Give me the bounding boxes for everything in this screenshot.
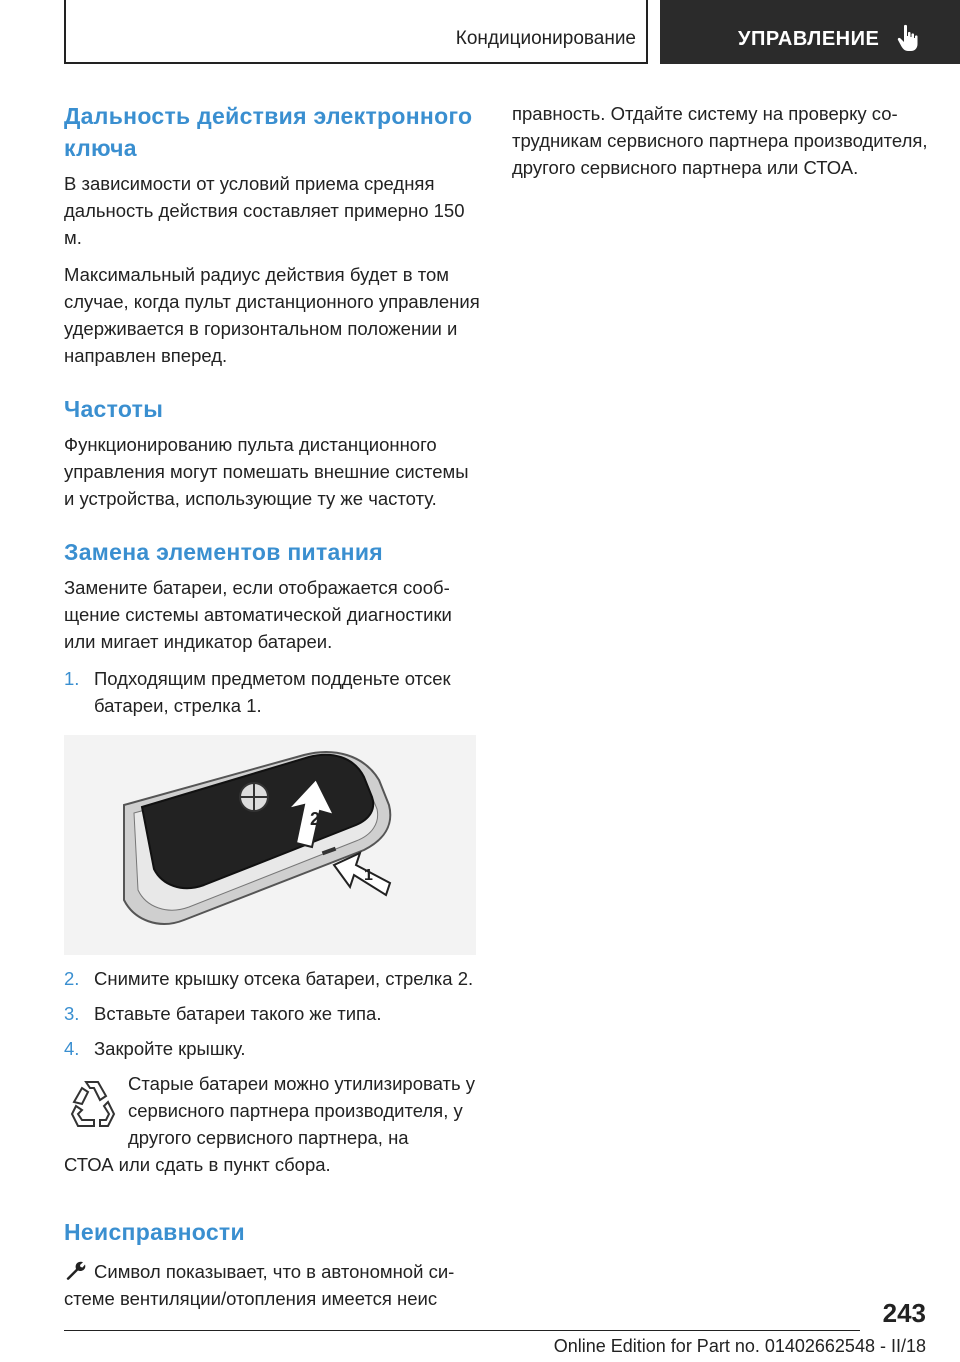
recycle-note xyxy=(64,1070,480,1180)
footer-divider xyxy=(64,1330,860,1331)
footer-edition: Online Edition for Part no. 01402662548 - II/18 xyxy=(553,1336,926,1356)
recycle-icon xyxy=(64,1074,120,1134)
range-heading: Дальность действия электронного ключа xyxy=(64,103,473,161)
frequencies-paragraph: Функционированию пульта дистанционного управления могут помешать внешние системы и устройства, использующие ту же частоту. xyxy=(64,434,469,509)
step-2 xyxy=(64,965,480,992)
section-title: Кондиционирование xyxy=(455,28,636,49)
range-paragraph-1: В зависимости от условий приема средняя дальность действия составляет примерно 150 м. xyxy=(64,173,465,248)
malfunctions-heading: Неисправности xyxy=(64,1219,245,1245)
wrench-icon xyxy=(64,1259,86,1281)
malfunctions-paragraph xyxy=(64,1258,480,1312)
step-number: 2. xyxy=(64,968,80,989)
battery-heading: Замена элементов питания xyxy=(64,539,383,565)
malfunctions-paragraph-continued: правность. Отдайте систему на проверку сотрудникам сервисного партнера производителя, другого сервисного партнера или СТОА. xyxy=(512,103,928,178)
left-column xyxy=(64,100,480,1312)
step-number: 4. xyxy=(64,1038,80,1059)
header-section-box xyxy=(64,0,648,64)
frequencies-heading: Частоты xyxy=(64,396,164,422)
step-number: 1. xyxy=(64,668,80,689)
arrow-1-label: 1 xyxy=(364,867,373,884)
step-text: Подходящим предметом подденьте отсек батареи, стрелка 1. xyxy=(94,668,451,716)
recycle-note-text: Старые батареи можно утилизировать у сервисного партнера производителя, у другого сервисного партнера, на xyxy=(128,1073,475,1148)
page-number: 243 xyxy=(882,1298,926,1328)
range-paragraph-2: Максимальный радиус действия будет в том случае, когда пульт дистанционного управления удерживается в горизонтальном положении и направлен вперед. xyxy=(64,264,480,366)
step-3 xyxy=(64,1000,480,1027)
car-key-illustration xyxy=(64,735,476,955)
pointing-hand-icon xyxy=(896,24,920,52)
step-text: Закройте крышку. xyxy=(94,1038,246,1059)
right-column xyxy=(512,100,928,181)
malfunctions-text: Символ показывает, что в автономной системе вентиляции/отопления имеется неис xyxy=(64,1261,455,1309)
arrow-2-label: 2 xyxy=(310,809,321,829)
battery-paragraph: Замените батареи, если отображается сообщение системы автоматической диагностики или мигает индикатор батареи. xyxy=(64,577,452,652)
step-1 xyxy=(64,665,480,719)
key-battery-figure xyxy=(64,735,476,955)
chapter-title: УПРАВЛЕНИЕ xyxy=(738,28,880,50)
step-text: Вставьте батареи такого же типа. xyxy=(94,1003,382,1024)
recycle-note-tail: СТОА или сдать в пункт сбора. xyxy=(64,1154,331,1175)
step-number: 3. xyxy=(64,1003,80,1024)
step-text: Снимите крышку отсека батареи, стрелка 2. xyxy=(94,968,474,989)
chapter-tab xyxy=(660,0,960,64)
step-4 xyxy=(64,1035,480,1062)
